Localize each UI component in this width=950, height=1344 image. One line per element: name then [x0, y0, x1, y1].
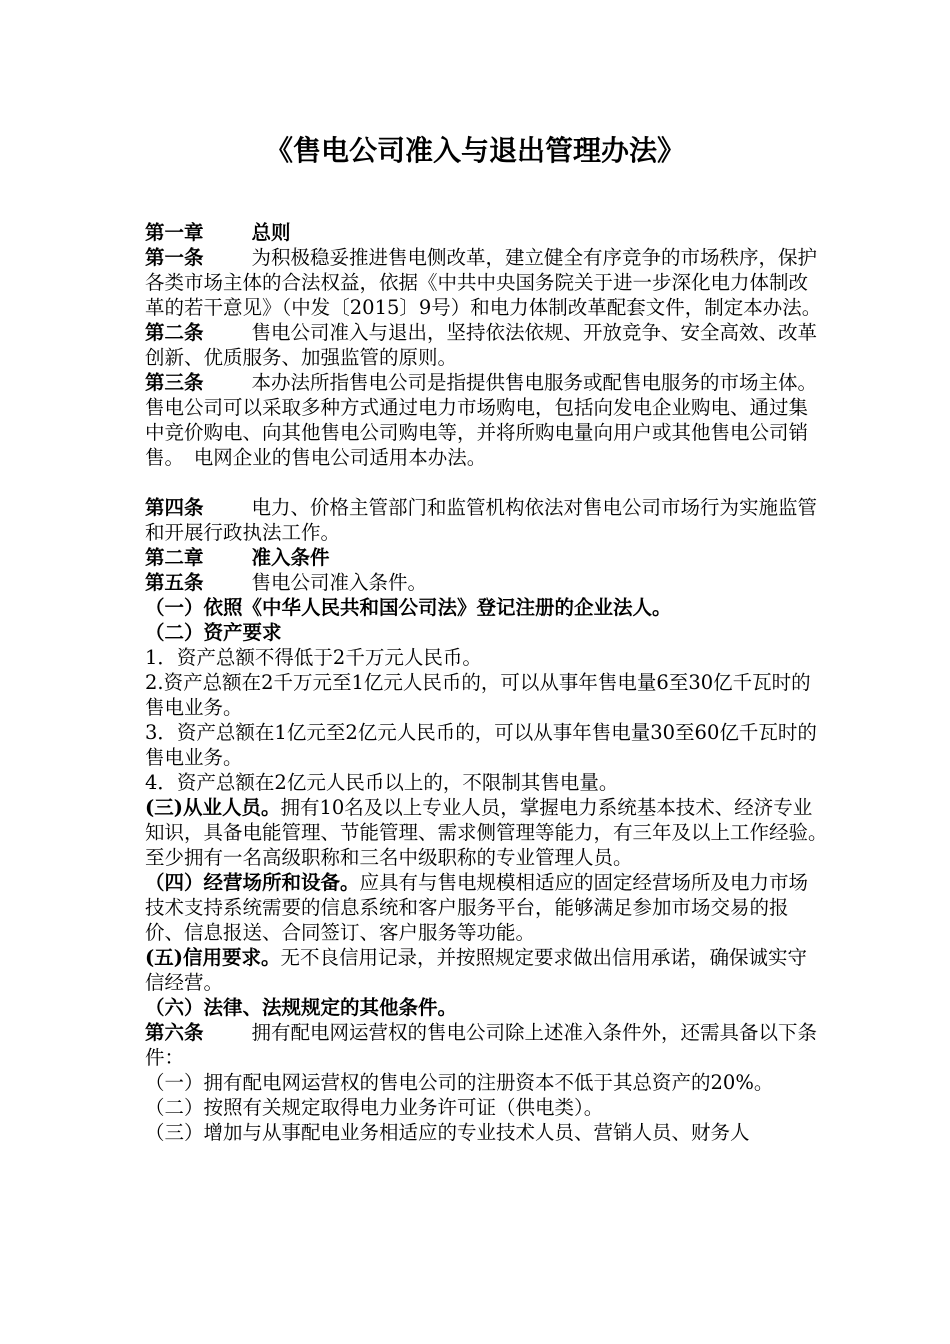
chapter-2-heading [145, 545, 825, 570]
article-6-item-3: （三）增加与从事配电业务相适应的专业技术人员、营销人员、财务人 [145, 1121, 750, 1144]
article-5-item-1: （一）依照《中华人民共和国公司法》登记注册的企业法人。 [145, 596, 672, 619]
chapter-2-title: 准入条件 [251, 546, 330, 569]
asset-requirement-3: 3．资产总额在1亿元至2亿元人民币的，可以从事年售电量30至60亿千瓦时的售电业务。 [145, 721, 817, 769]
article-4-text: 电力、价格主管部门和监管机构依法对售电公司市场行为实施监管和开展行政执法工作。 [145, 496, 818, 544]
article-5-item-2: （二）资产要求 [145, 621, 282, 644]
article-6-text: 拥有配电网运营权的售电公司除上述准入条件外，还需具备以下条件： [145, 1021, 818, 1069]
article-5-item-3-label: (三)从业人员。 [145, 796, 281, 819]
article-2-text: 售电公司准入与退出，坚持依法依规、开放竞争、安全高效、改革创新、优质服务、加强监管的原则。 [145, 321, 818, 369]
chapter-1-heading [145, 220, 825, 245]
chapter-1-label: 第一章 [145, 221, 204, 244]
article-5-item-6: （六）法律、法规规定的其他条件。 [145, 996, 458, 1019]
article-6 [145, 1020, 825, 1070]
article-1-label: 第一条 [145, 246, 204, 269]
article-5-item-5-text: 无不良信用记录，并按照规定要求做出信用承诺，确保诚实守信经营。 [145, 946, 807, 994]
article-5-item-5 [145, 945, 825, 995]
article-5-item-4 [145, 870, 825, 945]
article-6-item-1: （一）拥有配电网运营权的售电公司的注册资本不低于其总资产的20%。 [145, 1071, 774, 1094]
article-6-item-2: （二）按照有关规定取得电力业务许可证（供电类）。 [145, 1096, 604, 1119]
article-5-item-3-text: 拥有10名及以上专业人员，掌握电力系统基本技术、经济专业知识，具备电能管理、节能管理、需求侧管理等能力，有三年及以上工作经验。 至少拥有一名高级职称和三名中级职称的专业管理人员。 [145, 796, 838, 869]
article-4-label: 第四条 [145, 496, 204, 519]
chapter-1-title: 总则 [251, 221, 291, 244]
asset-requirement-1: 1．资产总额不得低于2千万元人民币。 [145, 646, 482, 669]
article-4 [145, 495, 825, 545]
article-2-label: 第二条 [145, 321, 204, 344]
document-title: 《售电公司准入与退出管理办法》 [264, 134, 685, 167]
document-body [145, 220, 838, 1145]
chapter-2-label: 第二章 [145, 546, 204, 569]
asset-requirement-4: 4．资产总额在2亿元人民币以上的，不限制其售电量。 [145, 771, 619, 794]
article-5-item-3 [145, 795, 838, 870]
article-1-text: 为积极稳妥推进售电侧改革，建立健全有序竞争的市场秩序，保护各类市场主体的合法权益，依据《中共中央国务院关于进一步深化电力体制改革的若干意见》（中发〔2015〕9号）和电力体制改革配套文件，制定本办法。 [145, 246, 822, 319]
article-3-label: 第三条 [145, 371, 204, 394]
article-5 [145, 570, 825, 595]
article-6-label: 第六条 [145, 1021, 204, 1044]
article-1 [145, 245, 825, 320]
paragraph-spacer [145, 470, 825, 495]
article-3 [145, 370, 825, 470]
article-5-text: 售电公司准入条件。 [251, 571, 428, 594]
article-5-item-4-text: 应具有与售电规模相适应的固定经营场所及电力市场技术支持系统需要的信息系统和客户服务平台，能够满足参加市场交易的报价、信息报送、合同签订、客户服务等功能。 [145, 871, 809, 944]
article-5-item-4-label: （四）经营场所和设备。 [145, 871, 360, 894]
article-2 [145, 320, 825, 370]
article-5-label: 第五条 [145, 571, 204, 594]
article-3-text: 本办法所指售电公司是指提供售电服务或配售电服务的市场主体。售电公司可以采取多种方式通过电力市场购电，包括向发电企业购电、通过集中竞价购电、向其他售电公司购电等，并将所购电量向用户或其他售电公司销售。 电网企业的售电公司适用本办法。 [145, 371, 818, 469]
article-5-item-5-label: (五)信用要求。 [145, 946, 281, 969]
asset-requirement-2: 2.资产总额在2千万元至1亿元人民币的，可以从事年售电量6至30亿千瓦时的售电业务。 [145, 671, 811, 719]
